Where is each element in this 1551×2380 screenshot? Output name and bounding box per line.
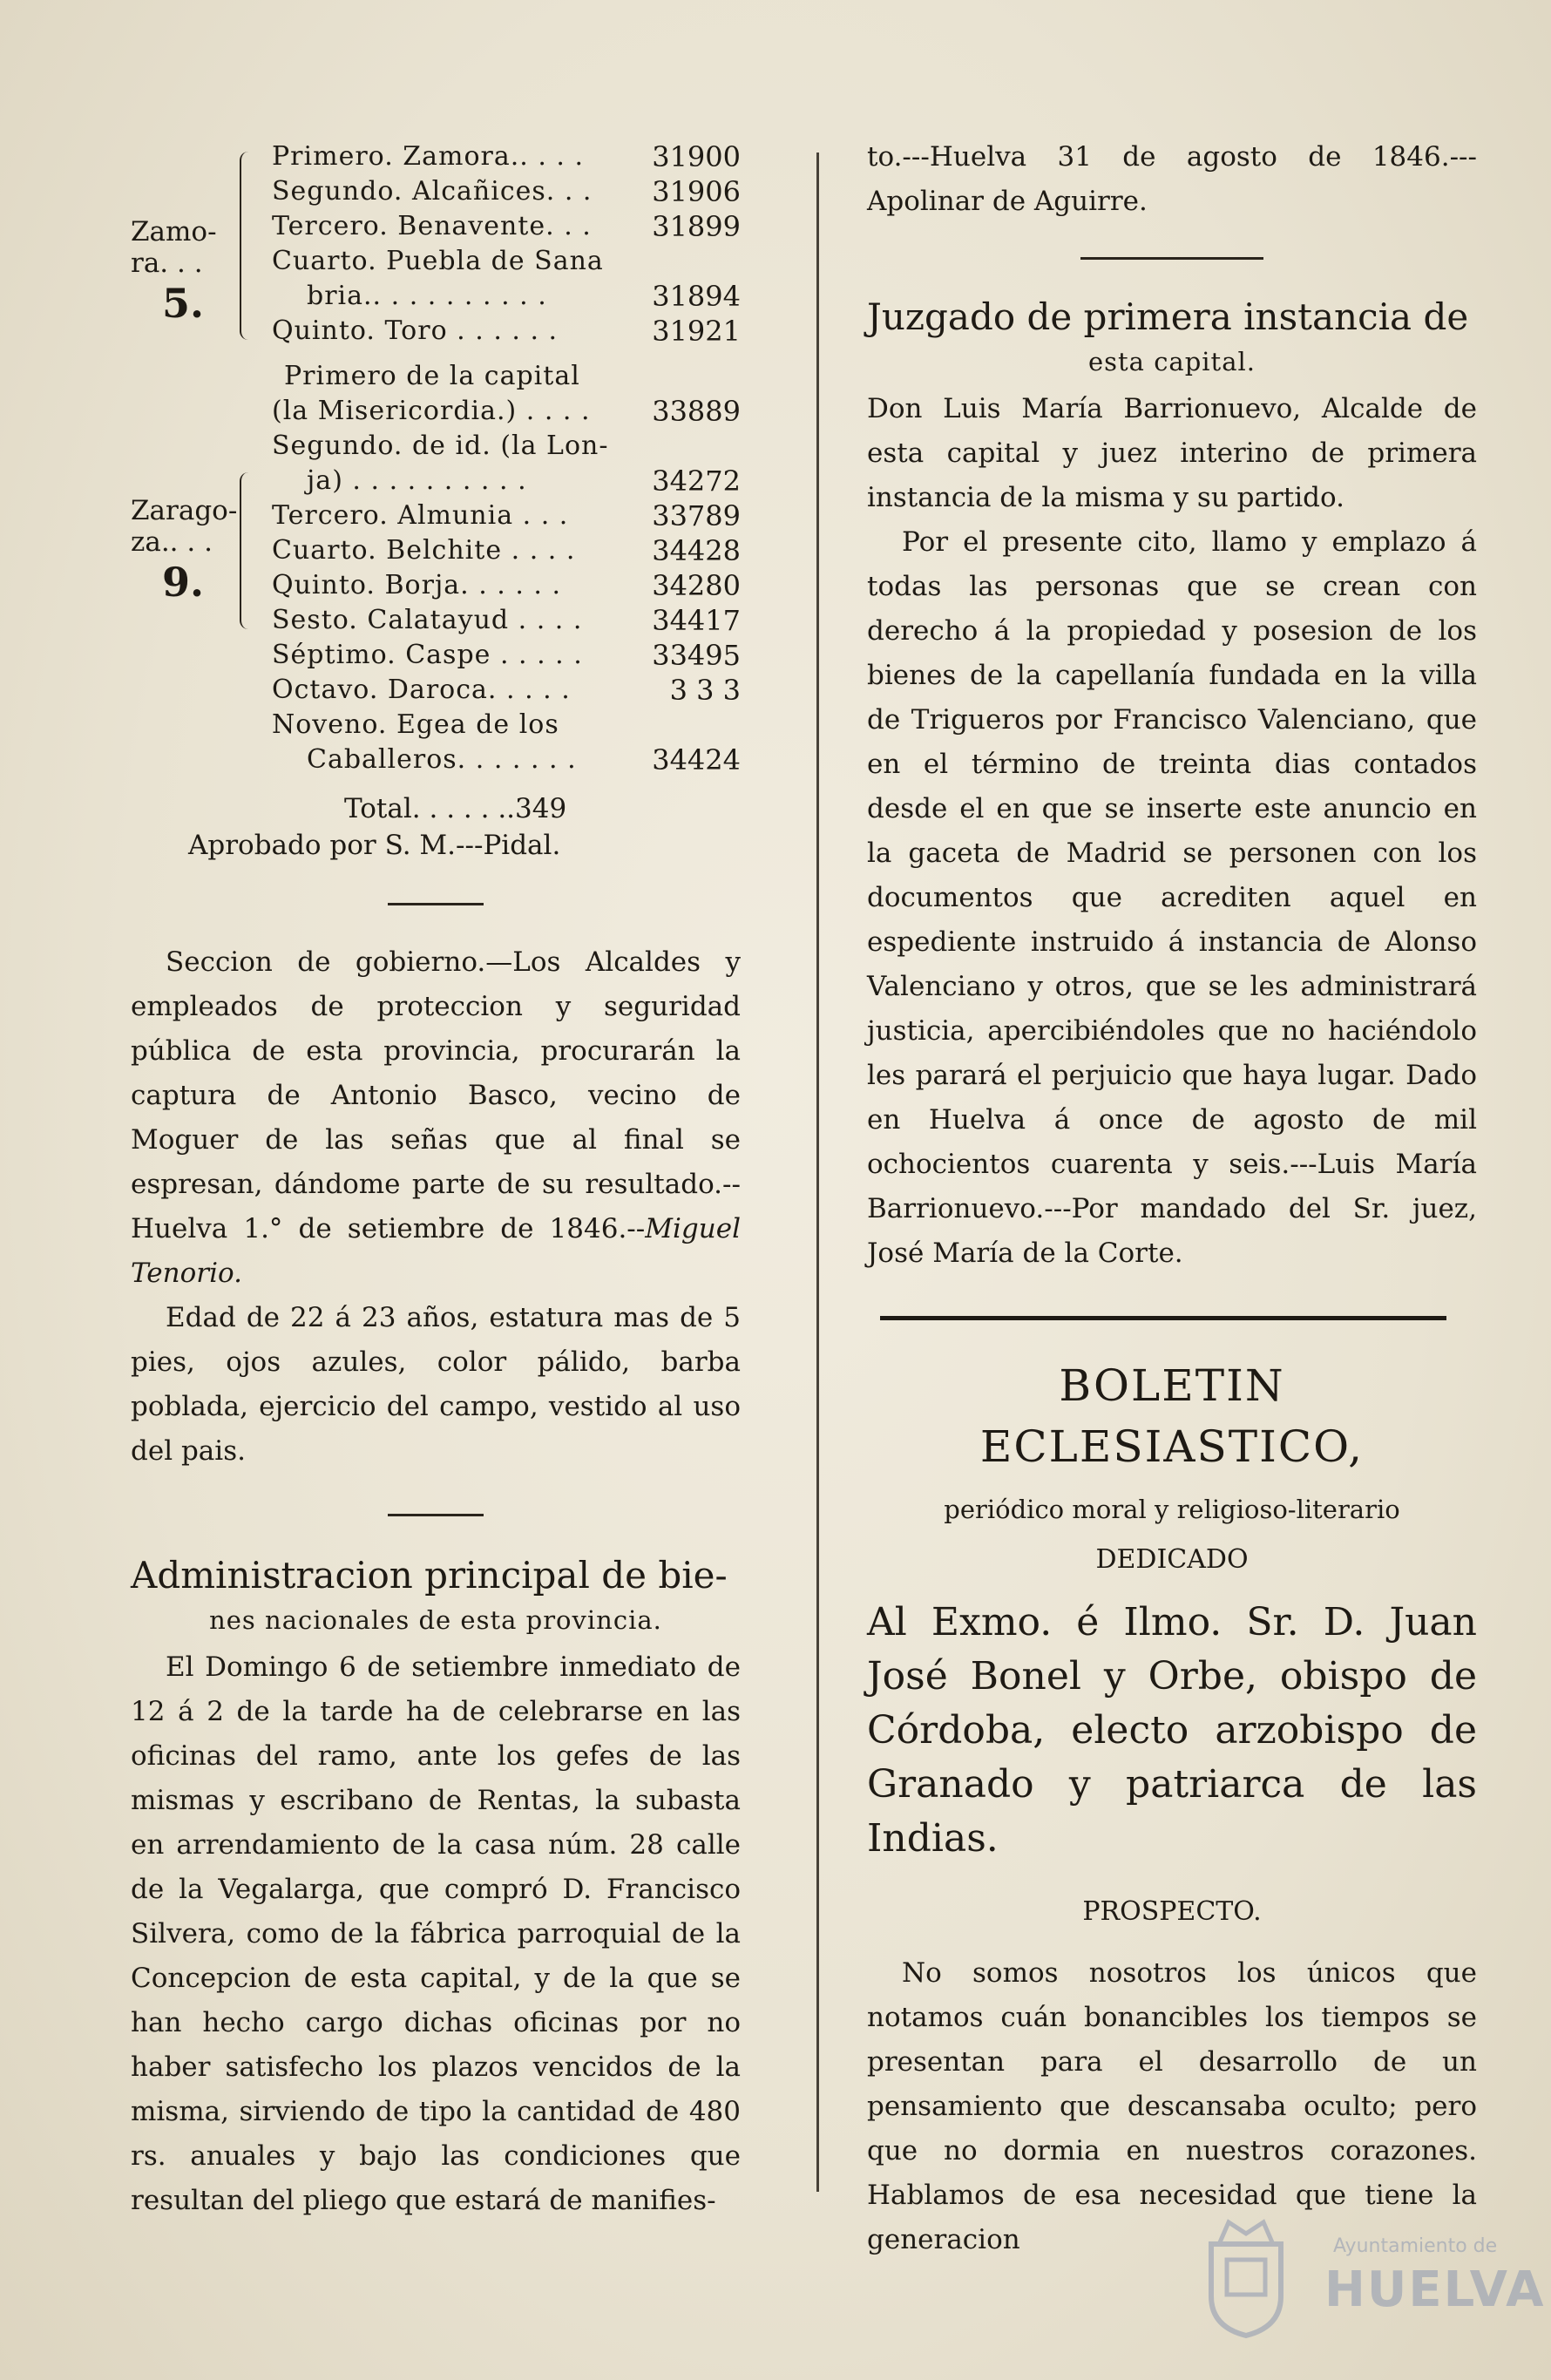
province-label-zamora: [131, 185, 235, 359]
district-row: Quinto. Borja. . . . . . 34280: [272, 569, 741, 602]
district-row: Octavo. Daroca. . . . . 3 3 3: [272, 674, 741, 707]
district-row: Quinto. Toro . . . . . . 31921: [272, 315, 741, 348]
admin-paragraph: El Domingo 6 de setiembre inmediato de 12 á 2 de la tarde ha de celebrarse en las oficinas del ramo, ante los gefes de las mismas y escribano de Rentas, la subasta en arrendamiento de la casa núm. 28 calle de la Vegalarga, que compró D. Francisco Silvera, como de la fábrica parroquial de la Concepcion de esta capital, y de la que se han hecho cargo dichas oficinas por no haber satisfecho los plazos vencidos de la misma, sirviendo de tipo la cantidad de 480 rs. anuales y bajo las condiciones que resultan del pliego que estará de manifies-: [131, 1651, 741, 2216]
description-paragraph: Edad de 22 á 23 años, estatura mas de 5 pies, ojos azules, color pálido, barba poblada, ejercicio del campo, vestido al uso del pais.: [131, 1302, 741, 1467]
district-list: [272, 139, 741, 349]
section-rule: [388, 1514, 484, 1516]
district-row: Caballeros. . . . . . . 34424: [307, 743, 741, 776]
admin-subheading: nes nacionales de esta provincia.: [209, 1605, 662, 1635]
province-label-zaragoza: [131, 464, 238, 638]
brace: [240, 472, 252, 629]
watermark-big-text: HUELVA: [1324, 2261, 1546, 2318]
heavy-rule: [880, 1316, 1446, 1320]
prospecto-label: PROSPECTO.: [1082, 1896, 1262, 1927]
juzgado-subheading: esta capital.: [1087, 347, 1256, 376]
district-row: Tercero. Benavente. . . 31899: [272, 210, 741, 243]
section-rule: [388, 903, 484, 905]
province-number: 9.: [161, 559, 205, 606]
seccion-paragraph: Seccion de gobierno.—Los Alcaldes y empleados de proteccion y seguridad pública de esta provincia, procurarán la captura de Antonio Basco, vecino de Moguer de las señas que al final se espresan, dándome parte de su resultado.--Huelva 1.° de setiembre de 1846.--Miguel Tenorio.: [131, 946, 741, 1289]
right-column: [867, 135, 1477, 2262]
province-name: Zamo- ra. . .: [131, 216, 217, 279]
boletin-subtitle: periódico moral y religioso-literario: [944, 1495, 1400, 1524]
continuation-paragraph: to.---Huelva 31 de agosto de 1846.---Apolinar de Aguirre.: [867, 141, 1477, 217]
total-line: Total. . . . . ..349: [344, 793, 567, 824]
district-row: bria.. . . . . . . . . . 31894: [307, 280, 741, 313]
admin-heading: Administracion principal de bie-: [131, 1554, 728, 1597]
dedicado-label: DEDICADO: [1095, 1544, 1249, 1575]
brace: [240, 152, 252, 340]
district-row: Tercero. Almunia . . . 33789: [272, 499, 741, 532]
signature: Miguel Tenorio.: [131, 1213, 741, 1289]
district-row: Noveno. Egea de los: [272, 709, 559, 740]
district-row: Primero de la capital: [284, 361, 580, 391]
juzgado-heading: Juzgado de primera instancia de: [867, 295, 1469, 338]
left-column: [131, 139, 741, 2223]
dedication-text: Al Exmo. é Ilmo. Sr. D. Juan José Bonel y Orbe, obispo de Córdoba, electo arzobispo de Granado y patriarca de las Indias.: [867, 1600, 1477, 1861]
district-list: [272, 359, 741, 777]
juzgado-intro: Don Luis María Barrionuevo, Alcalde de esta capital y juez interino de primera instancia de la misma y su partido.: [867, 393, 1477, 513]
approval-line: Aprobado por S. M.---Pidal.: [188, 830, 561, 861]
province-block-zaragoza: [131, 359, 741, 783]
prospecto-paragraph: No somos nosotros los únicos que notamos cuán bonancibles los tiempos se presentan para el desarrollo de un pensamiento que descansaba oculto; pero que no dormia en nuestros corazones. Hablamos de esa necesidad que tiene la generacion: [867, 1957, 1477, 2255]
district-row: Sesto. Calatayud . . . . 34417: [272, 604, 741, 637]
district-row: Cuarto. Puebla de Sana: [272, 246, 604, 276]
district-row: Primero. Zamora.. . . . 31900: [272, 140, 741, 173]
district-row: (la Misericordia.) . . . . 33889: [272, 395, 741, 428]
district-row: ja) . . . . . . . . . . 34272: [307, 464, 741, 498]
section-rule: [1080, 257, 1263, 260]
column-divider: [816, 153, 819, 2192]
archive-watermark: [1194, 2209, 1546, 2340]
province-name: Zarago- za.. . .: [131, 495, 238, 558]
district-row: Segundo. de id. (la Lon-: [272, 431, 609, 461]
watermark-small-text: Ayuntamiento de: [1333, 2235, 1498, 2257]
district-row: Cuarto. Belchite . . . . 34428: [272, 534, 741, 567]
province-block-zamora: [131, 139, 741, 350]
coat-of-arms-icon: [1194, 2209, 1298, 2340]
boletin-title: BOLETIN ECLESIASTICO,: [979, 1360, 1365, 1472]
province-number: 5.: [161, 280, 205, 327]
district-row: Segundo. Alcañices. . . 31906: [272, 175, 741, 208]
district-row: Séptimo. Caspe . . . . . 33495: [272, 639, 741, 672]
juzgado-paragraph: Por el presente cito, llamo y emplazo á todas las personas que se crean con derecho á la propiedad y posesion de los bienes de la capellanía fundada en la villa de Trigueros por Francisco Valenciano, que en el término de treinta dias contados desde el en que se inserte este anuncio en la gaceta de Madrid se personen con los documentos que acrediten aquel en espediente instruido á instancia de Alonso Valenciano y otros, que se les administrará justicia, apercibiéndoles que no haciéndolo les parará el perjuicio que haya lugar. Dado en Huelva á once de agosto de mil ochocientos cuarenta y seis.---Luis María Barrionuevo.---Por mandado del Sr. juez, José María de la Corte.: [867, 526, 1477, 1269]
